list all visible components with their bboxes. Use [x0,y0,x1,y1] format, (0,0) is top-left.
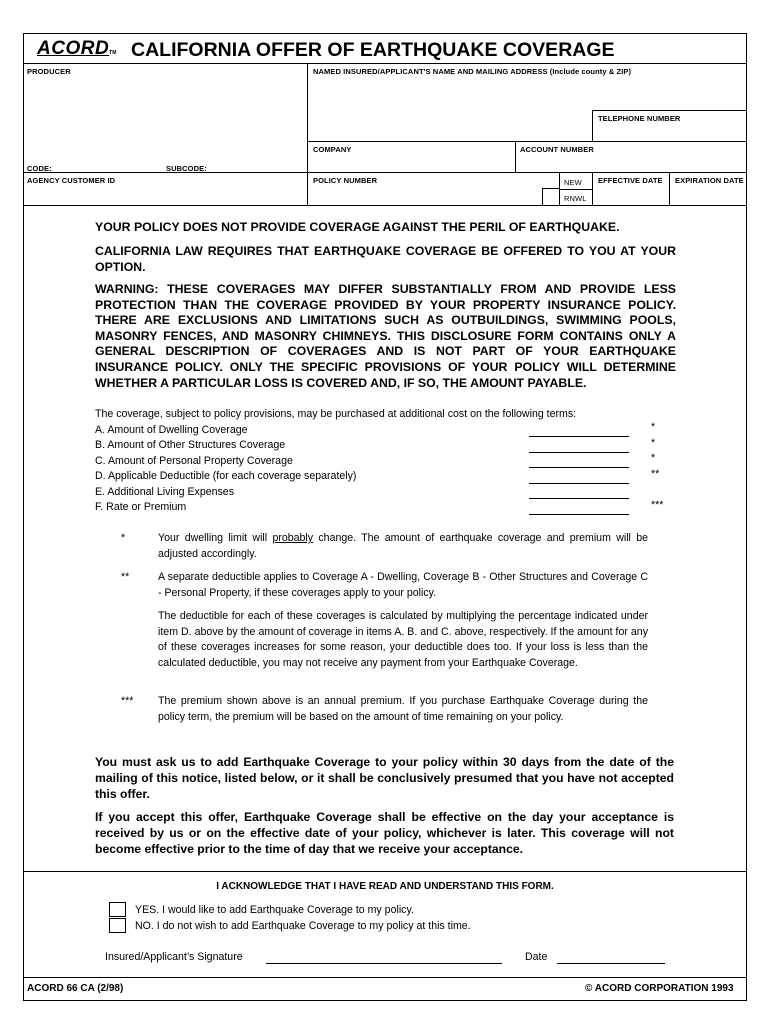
coverage-f-input[interactable] [529,514,629,515]
coverage-d-mark: ** [651,468,660,480]
footnote-1-mark: * [121,532,126,544]
yes-checkbox[interactable] [109,902,126,917]
signature-field[interactable] [266,963,502,964]
notice-california-law: CALIFORNIA LAW REQUIRES THAT EARTHQUAKE COVERAGE BE OFFERED TO YOU AT YOUR OPTION. [95,244,676,274]
expiration-date-label: EXPIRATION DATE [675,176,744,185]
divider [542,188,543,205]
footnote-2b: The deductible for each of these coverages is calculated by multiplying the percentage indicated under item D. above by the amount of coverage in items A. B. and C. above, respectively. If the amount for any of these coverages increases for some reason, your deductible does too. If your loss is less than the calculated deductible, you may not receive any payment from your Earthquake Coverage. [158,610,648,669]
no-checkbox[interactable] [109,918,126,933]
coverage-item-b: B. Amount of Other Structures Coverage [95,439,286,451]
coverage-item-d: D. Applicable Deductible (for each coverage separately) [95,470,357,482]
divider [592,172,593,205]
coverage-f-mark: *** [651,499,664,511]
divider [669,172,670,205]
page-title: CALIFORNIA OFFER OF EARTHQUAKE COVERAGE [131,39,615,61]
form-id: ACORD 66 CA (2/98) [27,983,124,994]
instruction-30-days: You must ask us to add Earthquake Coverage to your policy within 30 days from the date of the mailing of this notice, listed below, or it shall be conclusively presumed that you have not accepted this offer. [95,755,674,801]
notice-no-coverage: YOUR POLICY DOES NOT PROVIDE COVERAGE AGAINST THE PERIL OF EARTHQUAKE. [95,220,620,234]
coverage-intro: The coverage, subject to policy provisions, may be purchased at additional cost on the following terms: [95,408,577,420]
signature-label: Insured/Applicant’s Signature [105,951,243,963]
footnote-1-emphasis: probably [272,532,314,544]
acord-logo [37,38,116,60]
company-label: COMPANY [313,145,352,154]
divider [307,141,747,142]
producer-label: PRODUCER [27,67,71,76]
copyright: © ACORD CORPORATION 1993 [585,983,734,994]
coverage-c-input[interactable] [529,467,629,468]
footnote-3-mark: *** [121,695,134,707]
footnote-2-mark: ** [121,571,130,583]
trademark: TM [109,50,117,56]
instruction-effective: If you accept this offer, Earthquake Coverage shall be effective on the day your acceptance is received by us or on the effective date of your policy, whichever is later. This coverage will not become effective prior to the time of day that we receive your acceptance. [95,810,674,856]
coverage-c-mark: * [651,452,656,464]
footnote-2a: A separate deductible applies to Coverage A - Dwelling, Coverage B - Other Structures and Coverage C - Personal Property, if these coverages apply to your policy. [158,571,648,599]
effective-date-label: EFFECTIVE DATE [598,176,663,185]
divider [23,172,747,173]
acknowledge-heading: I ACKNOWLEDGE THAT I HAVE READ AND UNDERSTAND THIS FORM. [216,881,554,892]
named-insured-label: NAMED INSURED/APPLICANT'S NAME AND MAILING ADDRESS (Include county & ZIP) [313,67,632,76]
divider [592,110,747,111]
coverage-a-mark: * [651,421,656,433]
policy-number-label: POLICY NUMBER [313,176,378,185]
agency-customer-id-label: AGENCY CUSTOMER ID [27,176,116,185]
divider [592,110,593,141]
new-label: NEW [564,178,582,187]
coverage-b-input[interactable] [529,452,629,453]
telephone-label: TELEPHONE NUMBER [598,114,681,123]
footnote-1-text-end: change. The amount of earthquake coverage and premium will be adjusted accordingly. [158,532,648,560]
coverage-b-mark: * [651,437,656,449]
footnote-1-text: Your dwelling limit will [158,532,273,544]
coverage-a-input[interactable] [529,436,629,437]
footnote-3: The premium shown above is an annual premium. If you purchase Earthquake Coverage during the policy term, the premium will be based on the amount of time remaining on your policy. [158,695,648,723]
yes-option-label: YES. I would like to add Earthquake Coverage to my policy. [135,904,414,916]
coverage-item-a: A. Amount of Dwelling Coverage [95,424,248,436]
account-number-label: ACCOUNT NUMBER [520,145,594,154]
notice-warning: WARNING: THESE COVERAGES MAY DIFFER SUBSTANTIALLY FROM AND PROVIDE LESS PROTECTION THAN THE COVERAGE PROVIDED BY YOUR PROPERTY INSURANCE POLICY. THERE ARE EXCLUSIONS AND LIMITATIONS SUCH AS OUTBUILDINGS, SWIMMING POOLS, MASONRY FENCES, AND MASONRY CHIMNEYS. THIS DISCLOSURE FORM CONTAINS ONLY A GENERAL DESCRIPTION OF COVERAGES AND IS NOT PART OF YOUR EARTHQUAKE INSURANCE POLICY. ONLY THE SPECIFIC PROVISIONS OF YOUR POLICY WILL DETERMINE WHETHER A PARTICULAR LOSS IS COVERED AND, IF SO, THE AMOUNT PAYABLE. [95,282,676,390]
divider [23,63,747,64]
divider [23,871,747,872]
coverage-item-e: E. Additional Living Expenses [95,486,234,498]
rnwl-label: RNWL [564,194,587,203]
footnote-1 [158,531,648,562]
coverage-item-f: F. Rate or Premium [95,501,187,513]
logo-text: ACORD [37,38,110,59]
code-label: CODE: [27,164,52,173]
divider [307,63,308,205]
coverage-d-input[interactable] [529,483,629,484]
coverage-item-c: C. Amount of Personal Property Coverage [95,455,293,467]
date-label: Date [525,951,548,963]
divider [23,205,747,206]
divider [23,977,747,978]
subcode-label: SUBCODE: [166,164,207,173]
date-field[interactable] [557,963,665,964]
divider [542,188,559,189]
coverage-e-input[interactable] [529,498,629,499]
no-option-label: NO. I do not wish to add Earthquake Coverage to my policy at this time. [135,920,471,932]
divider [559,189,592,190]
divider [515,141,516,172]
